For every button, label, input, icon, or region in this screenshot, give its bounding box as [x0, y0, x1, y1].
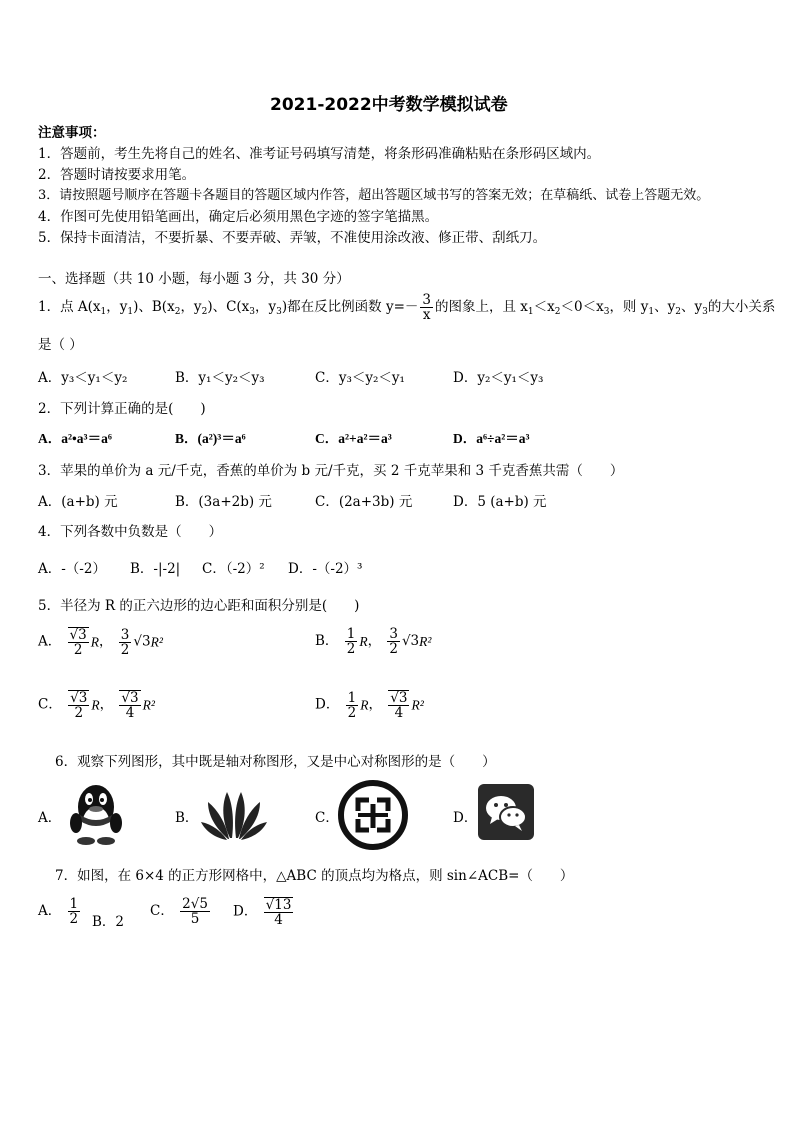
option-c[interactable]: C． $\frac{2√5}{5}$ [150, 896, 208, 928]
option-a[interactable]: A．a²•a³＝a⁶ [38, 431, 112, 446]
option-d[interactable]: D．5 (a+b) 元 [453, 494, 547, 510]
question-1-stem: 1．点 $A(x_1$，$y_1$)、$B(x_2$，$y_2$)、$C(x_3$，$y_3$)都在反比例函数 y=－ $\frac{3}{x}$ 的图象上，且 $x_1<x_2<0<x_3$，则 $y_1$、$y_2$、$y_3$的大小关系 [38, 291, 776, 323]
question-3-stem: 3．苹果的单价为 a 元/千克，香蕉的单价为 b 元/千克，买 2 千克苹果和 3 千克香蕉共需（ ） [38, 463, 624, 479]
wechat-icon[interactable] [478, 784, 534, 840]
option-c[interactable]: C．a²+a²＝a³ [315, 431, 392, 446]
option-a[interactable]: A．(a+b) 元 [38, 494, 118, 510]
question-4-stem: 4．下列各数中负数是（ ） [38, 524, 223, 540]
option-d[interactable]: D．a⁶÷a²＝a³ [453, 431, 530, 446]
question-7-stem: 7．如图，在 6×4 的正方形网格中，△ABC 的顶点均为格点，则 sin∠ACB=（ ） [55, 868, 574, 884]
question-5-stem: 5．半径为 R 的正六边形的边心距和面积分别是( ) [38, 598, 360, 614]
section-heading: 一、选择题（共 10 小题，每小题 3 分，共 30 分） [38, 271, 350, 287]
option-c[interactable]: C．（-2）² [202, 561, 265, 577]
option-d[interactable]: D． $\frac{√13}{4}$ [233, 897, 292, 929]
option-a[interactable]: A．y₃＜y₁＜y₂ [38, 370, 128, 386]
option-b[interactable]: B． [175, 810, 199, 826]
option-b[interactable]: B．2 [92, 914, 125, 930]
option-b[interactable]: B． $\frac{1}{2}$ R， $\frac{3}{2}$ √3R² [315, 626, 432, 658]
option-a[interactable]: A．-（-2） [38, 561, 106, 577]
page-title: 2021-2022中考数学模拟试卷 [270, 95, 508, 115]
option-d[interactable]: D． [453, 810, 478, 826]
question-6-stem: 6．观察下列图形，其中既是轴对称图形，又是中心对称图形的是（ ） [55, 754, 496, 770]
option-d[interactable]: D．-（-2）³ [288, 561, 363, 577]
icbc-bank-icon[interactable] [338, 780, 408, 850]
option-d[interactable]: D． $\frac{1}{2}$ R， $\frac{√3}{4}$ R² [315, 689, 424, 722]
option-d[interactable]: D．y₂＜y₁＜y₃ [453, 370, 544, 386]
option-c[interactable]: C． $\frac{√3}{2}$ R， $\frac{√3}{4}$ R² [38, 690, 155, 722]
huawei-petals-icon[interactable] [200, 786, 268, 842]
option-a[interactable]: A． $\frac{1}{2}$ [38, 896, 79, 928]
option-a[interactable]: A． [38, 810, 62, 826]
option-b[interactable]: B．y₁＜y₂＜y₃ [175, 370, 265, 386]
option-c[interactable]: C．(2a+3b) 元 [315, 494, 413, 510]
notice-item: 1．答题前，考生先将自己的姓名、准考证号码填写清楚，将条形码准确粘贴在条形码区域内。 [38, 146, 601, 162]
question-1-stem-cont: 是（ ） [38, 337, 83, 353]
option-a[interactable]: A． $\frac{√3}{2}$ R， $\frac{3}{2}$ √3R² [38, 626, 163, 659]
notice-item: 5．保持卡面清洁，不要折暴、不要弄破、弄皱，不准使用涂改液、修正带、刮纸刀。 [38, 230, 547, 246]
option-c[interactable]: C．y₃＜y₂＜y₁ [315, 370, 405, 386]
question-2-stem: 2．下列计算正确的是( ) [38, 401, 206, 417]
notice-item: 2．答题时请按要求用笔。 [38, 167, 196, 183]
option-b[interactable]: B．(a²)³＝a⁶ [175, 431, 246, 446]
option-c[interactable]: C． [315, 810, 339, 826]
qq-penguin-icon[interactable] [62, 779, 130, 847]
notice-item: 3．请按照题号顺序在答题卡各题目的答题区域内作答，超出答题区域书写的答案无效；在草稿纸、试卷上答题无效。 [38, 188, 710, 203]
notice-item: 4．作图可先使用铅笔画出，确定后必须用黑色字迹的签字笔描黑。 [38, 209, 439, 225]
fraction: $\frac{3}{x}$ [422, 291, 431, 323]
option-b[interactable]: B．-|-2| [130, 561, 181, 577]
notice-heading: 注意事项： [38, 125, 106, 141]
option-b[interactable]: B．(3a+2b) 元 [175, 494, 272, 510]
